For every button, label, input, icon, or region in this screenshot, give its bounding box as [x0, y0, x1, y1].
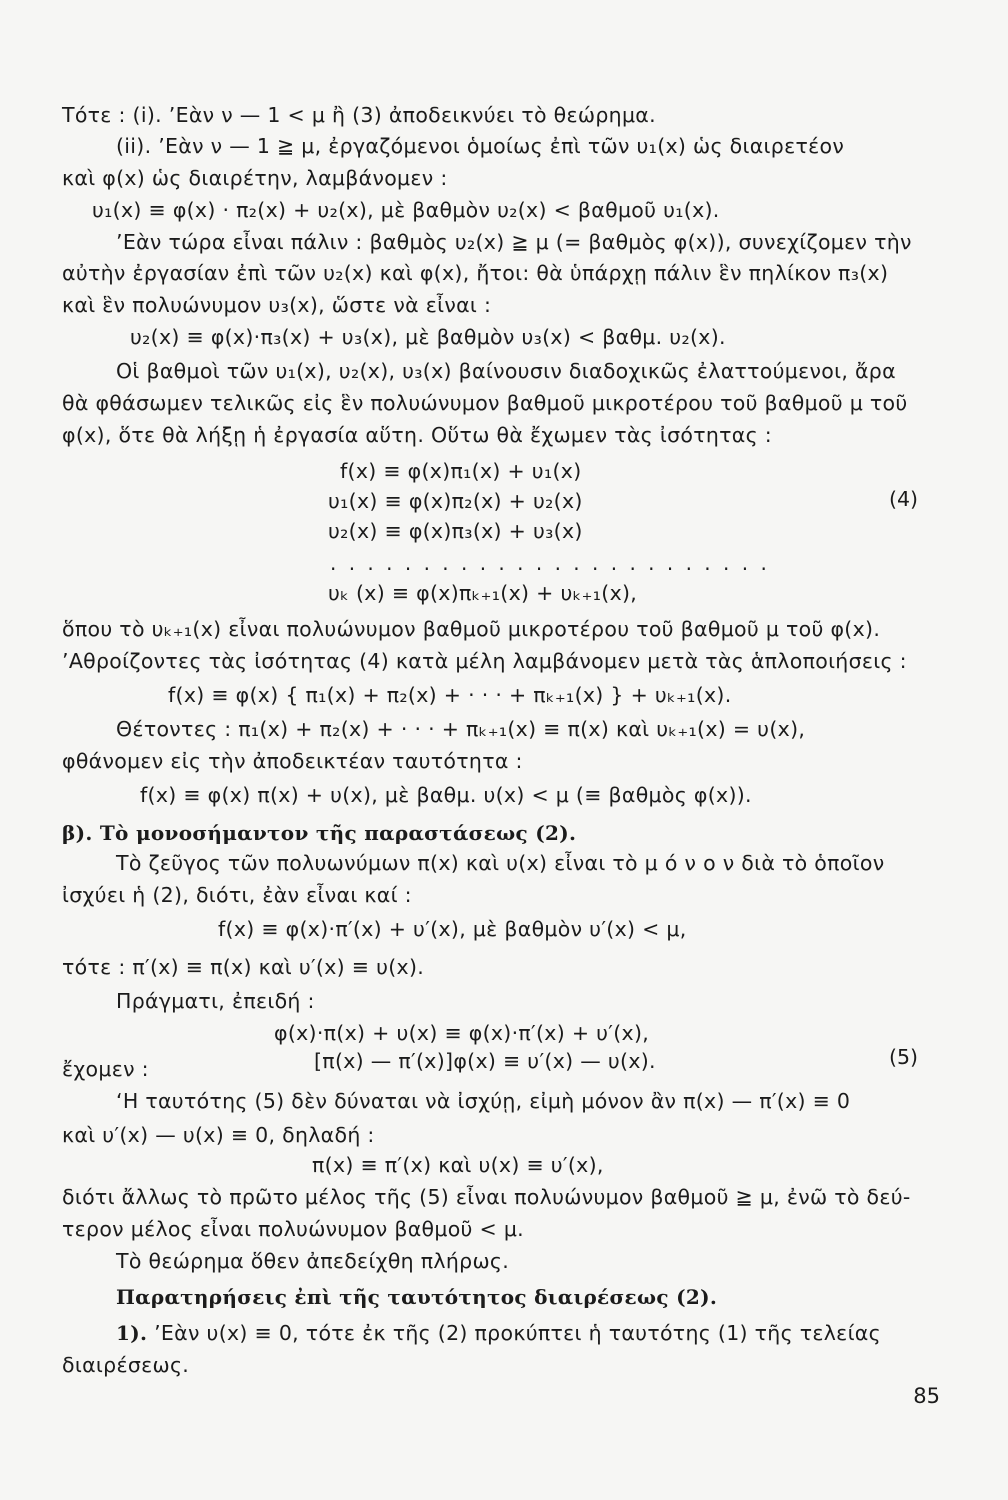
remark-number: 1). [116, 1321, 148, 1345]
text-line: Τὸ θεώρημα ὅθεν ἀπεδείχθη πλήρως. [116, 1249, 510, 1273]
text-line: τότε : π′(x) ≡ π(x) καὶ υ′(x) ≡ υ(x). [62, 955, 425, 979]
text-line: καὶ ἓν πολυώνυμον υ₃(x), ὥστε νὰ εἶναι : [62, 293, 492, 317]
text-line: τερον μέλος εἶναι πολυώνυμον βαθμοῦ < μ. [62, 1217, 524, 1241]
text-line: Θέτοντες : π₁(x) + π₂(x) + · · · + πₖ₊₁(x) ≡ π(x) καὶ υₖ₊₁(x) = υ(x), [116, 717, 806, 741]
equation-system-line: υₖ (x) ≡ φ(x)πₖ₊₁(x) + υₖ₊₁(x), [328, 581, 638, 605]
text-line: (ii). ’Εὰν ν — 1 ≧ μ, ἐργαζόμενοι ὁμοίως ἐπὶ τῶν υ₁(x) ὡς διαιρετέον [116, 134, 845, 158]
section-heading: β). Τὸ μονοσήμαντον τῆς παραστάσεως (2). [62, 821, 577, 845]
text-line: φ(x), ὅτε θὰ λήξῃ ἡ ἐργασία αὕτη. Οὕτω θὰ ἔχωμεν τὰς ἰσότητας : [62, 423, 772, 447]
ellipsis-dots: . . . . . . . . . . . . . . . . . . . . . . . . [330, 551, 770, 575]
text-line: ἰσχύει ἡ (2), διότι, ἐὰν εἶναι καί : [62, 883, 412, 907]
equation-number: (4) [888, 487, 918, 511]
equation-system-line: υ₂(x) ≡ φ(x)π₃(x) + υ₃(x) [328, 519, 583, 543]
equation-system-line: f(x) ≡ φ(x)π₁(x) + υ₁(x) [340, 459, 582, 483]
equation: f(x) ≡ φ(x) π(x) + υ(x), μὲ βαθμ. υ(x) < μ (≡ βαθμὸς φ(x)). [140, 783, 752, 807]
section-heading: Παρατηρήσεις ἐπὶ τῆς ταυτότητος διαιρέσεως (2). [116, 1285, 718, 1309]
text-line: ’Αθροίζοντες τὰς ἰσότητας (4) κατὰ μέλη λαμβάνομεν μετὰ τὰς ἁπλοποιήσεις : [62, 649, 907, 673]
text-line: ‘Η ταυτότης (5) δὲν δύναται νὰ ἰσχύῃ, εἰμὴ μόνον ἂν π(x) — π′(x) ≡ 0 [116, 1089, 851, 1113]
text-line: Τὸ ζεῦγος τῶν πολυωνύμων π(x) καὶ υ(x) εἶναι τὸ μ ό ν ο ν διὰ τὸ ὁποῖον [116, 851, 885, 875]
text-line: φθάνομεν εἰς τὴν ἀποδεικτέαν ταυτότητα : [62, 749, 523, 773]
equation: f(x) ≡ φ(x) { π₁(x) + π₂(x) + · · · + πₖ₊₁(x) } + υₖ₊₁(x). [168, 683, 732, 707]
text-line: ἔχομεν : [62, 1057, 149, 1081]
text-line: διαιρέσεως. [62, 1353, 190, 1377]
equation: φ(x)·π(x) + υ(x) ≡ φ(x)·π′(x) + υ′(x), [274, 1021, 650, 1045]
equation: υ₂(x) ≡ φ(x)·π₃(x) + υ₃(x), μὲ βαθμὸν υ₃(x) < βαθμ. υ₂(x). [130, 325, 726, 349]
equation-number: (5) [888, 1045, 918, 1069]
equation: [π(x) — π′(x)]φ(x) ≡ υ′(x) — υ(x). [314, 1049, 656, 1073]
text-line: διότι ἄλλως τὸ πρῶτο μέλος τῆς (5) εἶναι πολυώνυμον βαθμοῦ ≧ μ, ἐνῶ τὸ δεύ- [62, 1185, 911, 1209]
text-line [116, 1318, 996, 1348]
page-number: 85 [913, 1384, 940, 1408]
text-line: Τότε : (i). ’Εὰν ν — 1 < μ ἢ (3) ἀποδεικνύει τὸ θεώρημα. [62, 103, 656, 127]
text-line: καὶ φ(x) ὡς διαιρέτην, λαμβάνομεν : [62, 166, 448, 190]
text-line: Πράγματι, ἐπειδή : [116, 989, 315, 1013]
text-line: αὐτὴν ἐργασίαν ἐπὶ τῶν υ₂(x) καὶ φ(x), ἤτοι: θὰ ὑπάρχῃ πάλιν ἓν πηλίκον π₃(x) [62, 261, 889, 285]
equation-system-line: υ₁(x) ≡ φ(x)π₂(x) + υ₂(x) [328, 489, 583, 513]
remark-text: ’Εὰν υ(x) ≡ 0, τότε ἐκ τῆς (2) προκύπτει ἡ ταυτότης (1) τῆς τελείας [154, 1321, 881, 1345]
text-line: καὶ υ′(x) — υ(x) ≡ 0, δηλαδή : [62, 1123, 375, 1147]
text-line: ’Εὰν τώρα εἶναι πάλιν : βαθμὸς υ₂(x) ≧ μ (= βαθμὸς φ(x)), συνεχίζομεν τὴν [116, 230, 912, 254]
text-line: θὰ φθάσωμεν τελικῶς εἰς ἓν πολυώνυμον βαθμοῦ μικροτέρου τοῦ βαθμοῦ μ τοῦ [62, 391, 908, 415]
text-line: Οἱ βαθμοὶ τῶν υ₁(x), υ₂(x), υ₃(x) βαίνουσιν διαδοχικῶς ἐλαττούμενοι, ἄρα [116, 359, 896, 383]
equation: υ₁(x) ≡ φ(x) · π₂(x) + υ₂(x), μὲ βαθμὸν υ₂(x) < βαθμοῦ υ₁(x). [92, 198, 720, 222]
equation: π(x) ≡ π′(x) καὶ υ(x) ≡ υ′(x), [312, 1153, 604, 1177]
text-line: ὅπου τὸ υₖ₊₁(x) εἶναι πολυώνυμον βαθμοῦ μικροτέρου τοῦ βαθμοῦ μ τοῦ φ(x). [62, 617, 881, 641]
equation: f(x) ≡ φ(x)·π′(x) + υ′(x), μὲ βαθμὸν υ′(x) < μ, [218, 917, 687, 941]
